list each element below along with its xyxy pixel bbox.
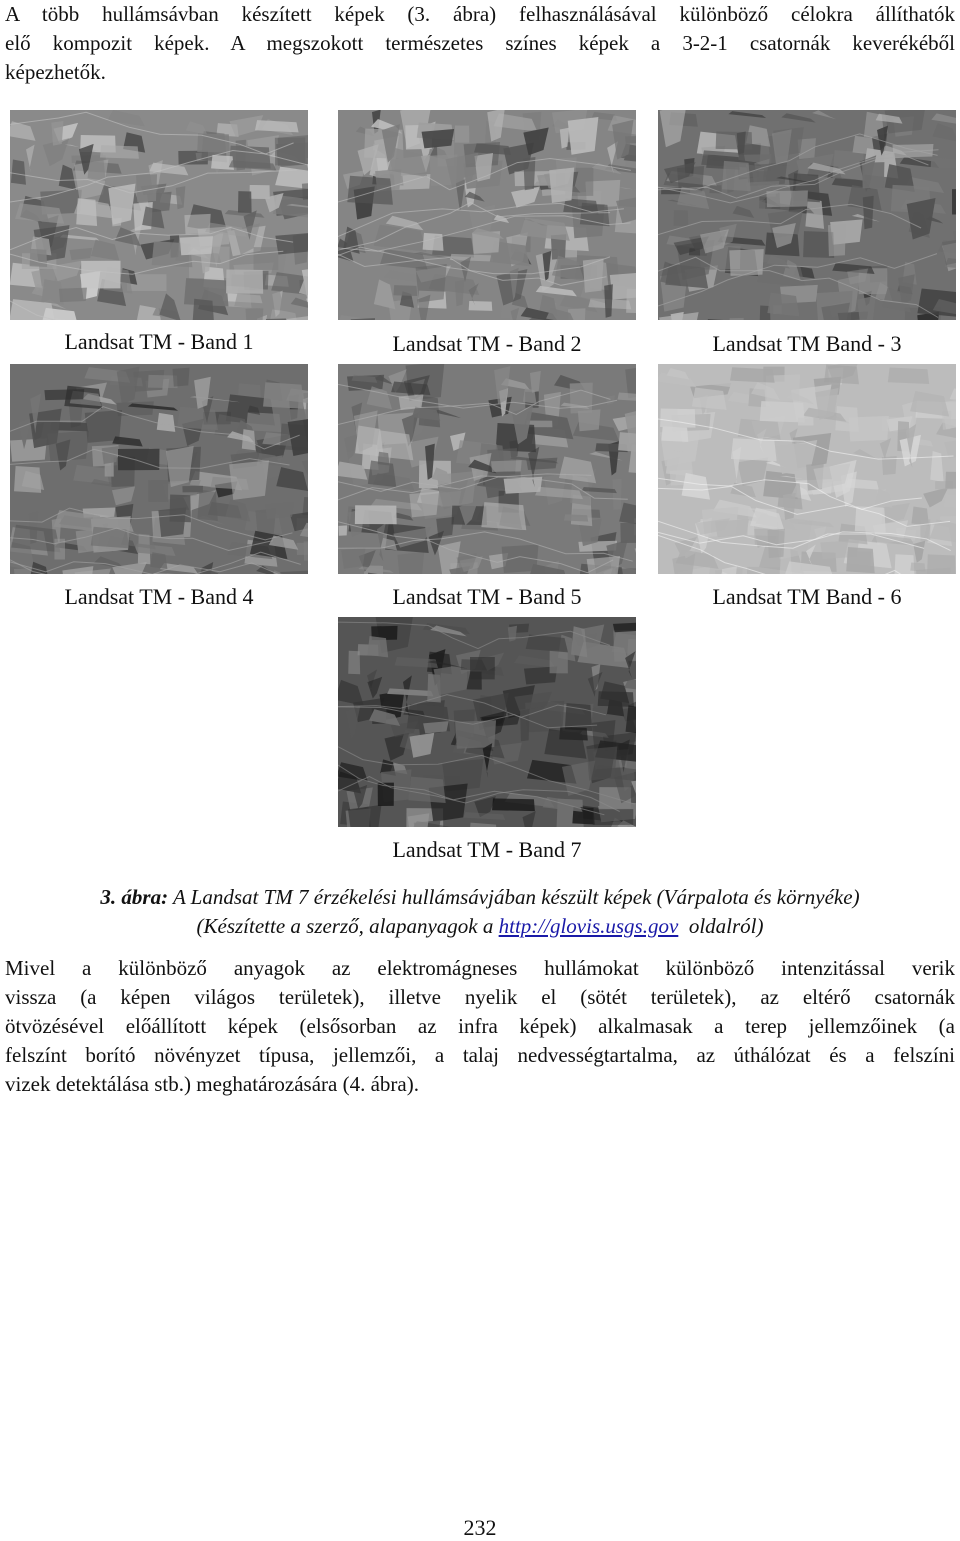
source-link[interactable]: http://glovis.usgs.gov — [498, 914, 679, 938]
satellite-texture — [658, 110, 956, 320]
body-line: vizek detektálása stb.) meghatározására (4. ábra). — [5, 1072, 419, 1096]
satellite-image-band-7 — [338, 617, 636, 827]
satellite-image-band-1 — [10, 110, 308, 320]
figure-caption-line-2 — [0, 912, 960, 941]
satellite-texture — [10, 364, 308, 574]
figure-label: Landsat TM - Band 4 — [64, 584, 254, 609]
intro-line: képezhetők. — [5, 60, 106, 84]
caption-text: A Landsat TM 7 érzékelési hullámsávjában készült képek (Várpalota és környéke) — [168, 885, 860, 909]
satellite-image-band-4 — [10, 364, 308, 574]
figure-reference: 3. ábra: — [100, 885, 169, 909]
figure-caption-line-1 — [0, 883, 960, 912]
body-line: ötvözésével előállított képek (elsősorban az infra képek) alkalmasak a terep jellemzőinek (a — [5, 1014, 955, 1038]
satellite-texture — [338, 110, 636, 320]
body-line: felszínt borító növényzet típusa, jellemzői, a talaj nedvességtartalma, az úthálózat és a felszíni — [5, 1043, 955, 1067]
satellite-image-band-6 — [658, 364, 956, 574]
satellite-image-band-5 — [338, 364, 636, 574]
body-line: Mivel a különböző anyagok az elektromágneses hullámokat különböző intenzitással verik — [5, 956, 955, 980]
body-line: vissza (a képen világos területek), illetve nyelik el (sötét területek), az eltérő csatornák — [5, 985, 955, 1009]
figure-label: Landsat TM Band - 3 — [712, 331, 902, 356]
figure-label: Landsat TM - Band 2 — [392, 331, 582, 356]
satellite-image-band-3 — [658, 110, 956, 320]
caption-text: (Készítette a szerző, alapanyagok a — [196, 914, 499, 938]
figure-label: Landsat TM Band - 6 — [712, 584, 902, 609]
intro-line: elő kompozit képek. A megszokott természetes színes képek a 3-2-1 csatornák keverékéből — [5, 31, 955, 55]
figure-label: Landsat TM - Band 1 — [64, 329, 254, 354]
satellite-texture — [658, 364, 956, 574]
satellite-image-band-2 — [338, 110, 636, 320]
satellite-texture — [10, 110, 308, 320]
intro-paragraph — [5, 0, 955, 87]
caption-text: oldalról) — [678, 914, 764, 938]
intro-line: A több hullámsávban készített képek (3. ábra) felhasználásával különböző célokra állíthatók — [5, 2, 955, 26]
figure-label: Landsat TM - Band 7 — [392, 837, 582, 862]
satellite-texture — [338, 617, 636, 827]
body-paragraph — [5, 954, 955, 1099]
figure-label: Landsat TM - Band 5 — [392, 584, 582, 609]
page-number: 232 — [463, 1515, 497, 1540]
satellite-texture — [338, 364, 636, 574]
